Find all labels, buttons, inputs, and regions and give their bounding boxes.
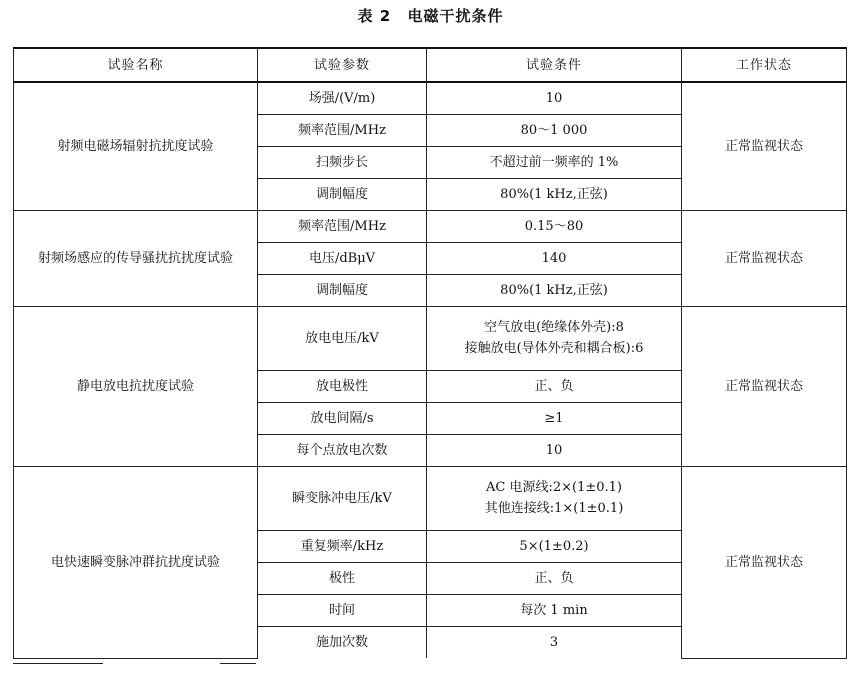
param-cell: 瞬变脉冲电压/kV <box>258 466 427 530</box>
condition-cell: 0.15～80 <box>427 210 682 242</box>
condition-cell: 80～1 000 <box>427 114 682 146</box>
param-cell: 放电间隔/s <box>258 402 427 434</box>
status-cell: 正常监视状态 <box>682 82 847 210</box>
condition-line: AC 电源线:2×(1±0.1) <box>486 480 622 495</box>
group-eft <box>14 466 847 658</box>
condition-cell: 每次 1 min <box>427 594 682 626</box>
bottom-rule-fragment <box>13 663 103 664</box>
param-cell: 极性 <box>258 562 427 594</box>
bottom-rule-fragment <box>220 663 256 664</box>
condition-cell: 80%(1 kHz,正弦) <box>427 274 682 306</box>
table-row <box>14 466 847 530</box>
table-number: 表 2 <box>357 7 392 25</box>
param-cell: 施加次数 <box>258 626 427 658</box>
table-row <box>14 306 847 370</box>
param-cell: 调制幅度 <box>258 178 427 210</box>
param-cell: 时间 <box>258 594 427 626</box>
emi-conditions-table <box>13 47 847 659</box>
table-row <box>14 82 847 114</box>
table-caption <box>0 5 861 26</box>
param-cell: 频率范围/MHz <box>258 210 427 242</box>
group-rf-radiated <box>14 82 847 210</box>
header-test-name: 试验名称 <box>14 48 258 82</box>
param-cell: 每个点放电次数 <box>258 434 427 466</box>
condition-line: 空气放电(绝缘体外壳):8 <box>484 320 624 335</box>
test-name-cell: 射频场感应的传导骚扰抗扰度试验 <box>14 210 258 306</box>
test-name-cell: 射频电磁场辐射抗扰度试验 <box>14 82 258 210</box>
param-cell: 调制幅度 <box>258 274 427 306</box>
condition-cell: 3 <box>427 626 682 658</box>
table-title: 电磁干扰条件 <box>407 7 504 25</box>
test-name-cell: 电快速瞬变脉冲群抗扰度试验 <box>14 466 258 658</box>
condition-line: 接触放电(导体外壳和耦合板):6 <box>464 341 644 356</box>
table-row <box>14 210 847 242</box>
condition-cell: 10 <box>427 434 682 466</box>
condition-cell: 80%(1 kHz,正弦) <box>427 178 682 210</box>
param-cell: 电压/dBμV <box>258 242 427 274</box>
param-cell: 频率范围/MHz <box>258 114 427 146</box>
header-work-status: 工作状态 <box>682 48 847 82</box>
header-row <box>14 48 847 82</box>
test-name-cell: 静电放电抗扰度试验 <box>14 306 258 466</box>
status-cell: 正常监视状态 <box>682 306 847 466</box>
param-cell: 放电极性 <box>258 370 427 402</box>
condition-cell: 5×(1±0.2) <box>427 530 682 562</box>
condition-cell: 正、负 <box>427 562 682 594</box>
condition-cell <box>427 306 682 370</box>
param-cell: 放电电压/kV <box>258 306 427 370</box>
header-test-condition: 试验条件 <box>427 48 682 82</box>
group-esd <box>14 306 847 466</box>
status-cell: 正常监视状态 <box>682 210 847 306</box>
param-cell: 扫频步长 <box>258 146 427 178</box>
param-cell: 场强/(V/m) <box>258 82 427 114</box>
header-test-param: 试验参数 <box>258 48 427 82</box>
param-cell: 重复频率/kHz <box>258 530 427 562</box>
status-cell: 正常监视状态 <box>682 466 847 658</box>
condition-cell: 正、负 <box>427 370 682 402</box>
condition-cell: 10 <box>427 82 682 114</box>
condition-cell: 140 <box>427 242 682 274</box>
condition-cell <box>427 466 682 530</box>
group-rf-conducted <box>14 210 847 306</box>
condition-cell: 不超过前一频率的 1% <box>427 146 682 178</box>
condition-line: 其他连接线:1×(1±0.1) <box>484 501 624 516</box>
condition-cell: ≥1 <box>427 402 682 434</box>
